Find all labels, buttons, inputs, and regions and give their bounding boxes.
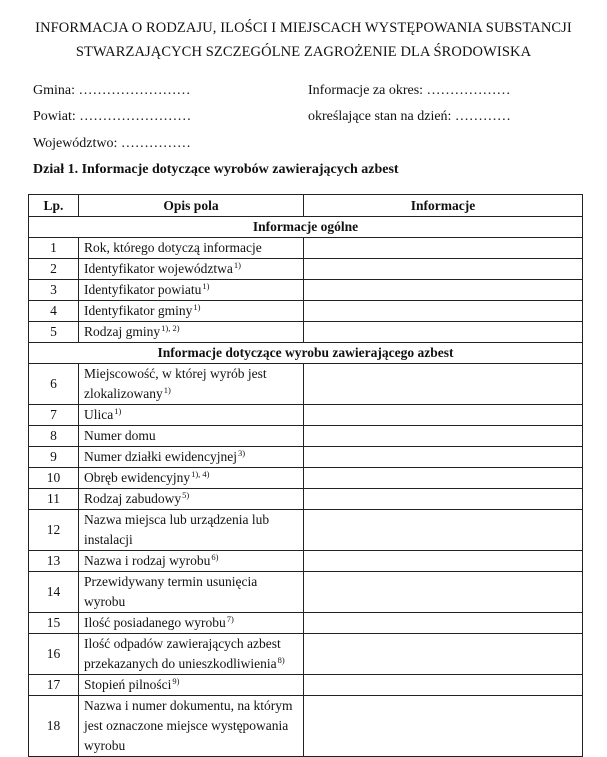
okres-field: Informacje za okres: ……………… (308, 83, 511, 98)
table-row (29, 364, 583, 405)
stan-na-dzien-field: określające stan na dzień: ………… (308, 109, 511, 124)
wojewodztwo-field: Województwo: …………… (33, 136, 191, 151)
header-opis-pola: Opis pola (79, 195, 304, 217)
field-description-text: Nazwa i rodzaj wyrobu (84, 553, 211, 568)
field-description-text: Nazwa i numer dokumentu, na którym jest oznaczone miejsce występowania wyrobu (84, 698, 293, 753)
footnote-reference: 7) (226, 614, 234, 624)
section-title: Dział 1. Informacje dotyczące wyrobów zawierających azbest (33, 162, 399, 177)
field-description (79, 322, 304, 343)
table-row (29, 489, 583, 510)
field-description (79, 613, 304, 634)
document-title-line-2: STWARZAJĄCYCH SZCZEGÓLNE ZAGROŻENIE DLA ŚRODOWISKA (75, 44, 532, 60)
field-description-text: Numer działki ewidencyjnej (84, 449, 237, 464)
field-description-text: Obręb ewidencyjny (84, 470, 191, 485)
row-number: 5 (29, 322, 79, 343)
section-heading: Informacje ogólne (29, 217, 583, 238)
table-row (29, 572, 583, 613)
information-entry-cell[interactable] (304, 634, 583, 675)
field-description (79, 280, 304, 301)
row-number: 6 (29, 364, 79, 405)
information-entry-cell[interactable] (304, 613, 583, 634)
table-row (29, 238, 583, 259)
field-description (79, 572, 304, 613)
row-number: 9 (29, 447, 79, 468)
field-description (79, 301, 304, 322)
field-description (79, 364, 304, 405)
field-description-text: Ilość posiadanego wyrobu (84, 615, 226, 630)
footnote-reference: 8) (277, 655, 285, 665)
field-description (79, 447, 304, 468)
table-row (29, 405, 583, 426)
information-entry-cell[interactable] (304, 489, 583, 510)
table-row (29, 696, 583, 757)
field-description-text: Identyfikator województwa (84, 261, 233, 276)
header-lp: Lp. (29, 195, 79, 217)
information-entry-cell[interactable] (304, 322, 583, 343)
information-entry-cell[interactable] (304, 280, 583, 301)
field-description (79, 675, 304, 696)
section-heading: Informacje dotyczące wyrobu zawierającego azbest (29, 343, 583, 364)
field-description (79, 696, 304, 757)
footnote-reference: 6) (211, 552, 219, 562)
field-description-text: Rok, którego dotyczą informacje (84, 240, 262, 255)
information-entry-cell[interactable] (304, 510, 583, 551)
table-row (29, 322, 583, 343)
field-description-text: Identyfikator gminy (84, 303, 193, 318)
field-description-text: Przewidywany termin usunięcia wyrobu (84, 574, 258, 609)
field-description (79, 468, 304, 489)
field-description (79, 405, 304, 426)
field-description (79, 510, 304, 551)
information-entry-cell[interactable] (304, 675, 583, 696)
table-row (29, 280, 583, 301)
footnote-reference: 1) (163, 385, 171, 395)
table-row (29, 613, 583, 634)
header-informacje: Informacje (304, 195, 583, 217)
information-entry-cell[interactable] (304, 301, 583, 322)
row-number: 2 (29, 259, 79, 280)
table-row (29, 259, 583, 280)
field-description (79, 259, 304, 280)
information-entry-cell[interactable] (304, 572, 583, 613)
information-entry-cell[interactable] (304, 426, 583, 447)
field-description-text: Numer domu (84, 428, 156, 443)
field-description-text: Ilość odpadów zawierających azbest przekazanych do unieszkodliwienia (84, 636, 281, 671)
row-number: 3 (29, 280, 79, 301)
field-description-text: Nazwa miejsca lub urządzenia lub instalacji (84, 512, 270, 547)
footnote-reference: 5) (182, 490, 190, 500)
information-entry-cell[interactable] (304, 551, 583, 572)
field-description-text: Ulica (84, 407, 114, 422)
asbestos-info-table (28, 194, 583, 757)
row-number: 10 (29, 468, 79, 489)
field-description-text: Identyfikator powiatu (84, 282, 202, 297)
table-row (29, 551, 583, 572)
table-row (29, 675, 583, 696)
field-description (79, 489, 304, 510)
footnote-reference: 1), 4) (191, 469, 210, 479)
gmina-field: Gmina: …………………… (33, 83, 191, 98)
document-title-line-1: INFORMACJA O RODZAJU, ILOŚCI I MIEJSCACH WYSTĘPOWANIA SUBSTANCJI (35, 20, 572, 36)
row-number: 7 (29, 405, 79, 426)
row-number: 11 (29, 489, 79, 510)
table-row (29, 447, 583, 468)
row-number: 18 (29, 696, 79, 757)
row-number: 1 (29, 238, 79, 259)
table-row (29, 301, 583, 322)
information-entry-cell[interactable] (304, 696, 583, 757)
information-entry-cell[interactable] (304, 259, 583, 280)
footnote-reference: 1) (114, 406, 122, 416)
information-entry-cell[interactable] (304, 447, 583, 468)
row-number: 14 (29, 572, 79, 613)
field-description-text: Stopień pilności (84, 677, 172, 692)
information-entry-cell[interactable] (304, 364, 583, 405)
section-row (29, 217, 583, 238)
row-number: 15 (29, 613, 79, 634)
field-description (79, 238, 304, 259)
field-description (79, 634, 304, 675)
footnote-reference: 1) (202, 281, 210, 291)
field-description (79, 551, 304, 572)
row-number: 16 (29, 634, 79, 675)
table-row (29, 468, 583, 489)
row-number: 4 (29, 301, 79, 322)
footnote-reference: 3) (237, 448, 246, 458)
field-description-text: Miejscowość, w której wyrób jest zlokalizowany (84, 366, 267, 401)
row-number: 8 (29, 426, 79, 447)
section-row (29, 343, 583, 364)
row-number: 12 (29, 510, 79, 551)
field-description (79, 426, 304, 447)
powiat-field: Powiat: …………………… (33, 109, 192, 124)
field-description-text: Rodzaj zabudowy (84, 491, 182, 506)
information-entry-cell[interactable] (304, 468, 583, 489)
footnote-reference: 1), 2) (161, 323, 180, 333)
row-number: 17 (29, 675, 79, 696)
footnote-reference: 9) (172, 676, 180, 686)
footnote-reference: 1) (233, 260, 241, 270)
table-row (29, 426, 583, 447)
field-description-text: Rodzaj gminy (84, 324, 161, 339)
table-row (29, 510, 583, 551)
row-number: 13 (29, 551, 79, 572)
table-row (29, 634, 583, 675)
information-entry-cell[interactable] (304, 405, 583, 426)
footnote-reference: 1) (193, 302, 201, 312)
information-entry-cell[interactable] (304, 238, 583, 259)
